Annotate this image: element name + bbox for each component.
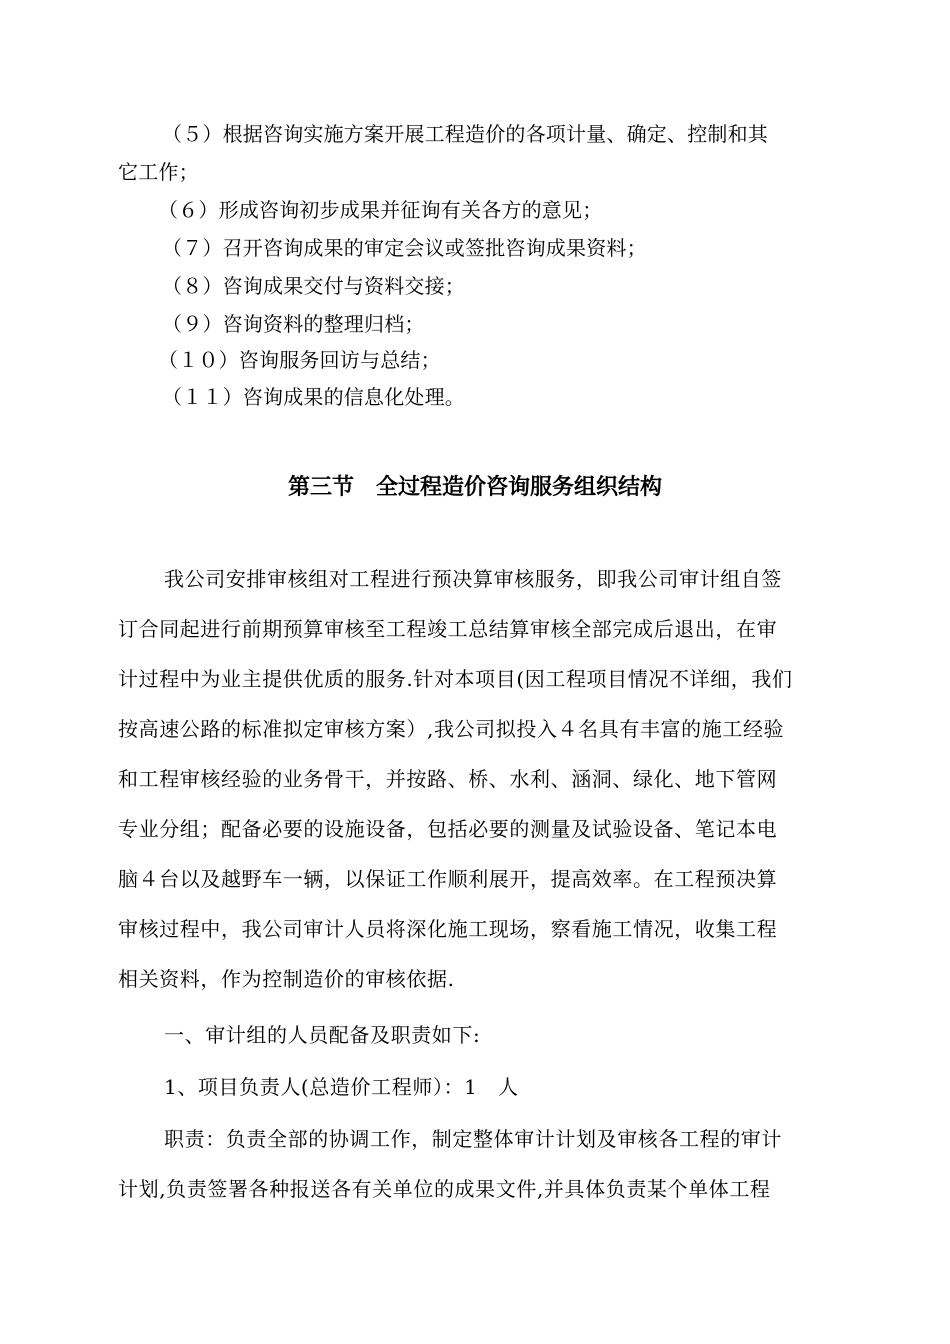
list-item-5-continued: 它工作；: [118, 160, 199, 184]
paragraph-line: 我公司安排审核组对工程进行预决算审核服务，即我公司审计组自签: [164, 567, 782, 591]
paragraph-line: 脑４台以及越野车一辆，以保证工作顺利展开，提高效率。在工程预决算: [118, 867, 778, 891]
paragraph-line: 按高速公路的标准拟定审核方案）,我公司拟投入４名具有丰富的施工经验: [118, 717, 785, 741]
list-item-9: （９）咨询资料的整理归档；: [162, 312, 425, 336]
duties-line: 职责：负责全部的协调工作，制定整体审计计划及审核各工程的审计: [164, 1127, 782, 1151]
list-item-11: （１１）咨询成果的信息化处理。: [162, 385, 465, 409]
staffing-heading: 一、审计组的人员配备及职责如下:: [164, 1023, 481, 1047]
list-item-6: （６）形成咨询初步成果并征询有关各方的意见；: [158, 198, 603, 222]
paragraph-line: 和工程审核经验的业务骨干，并按路、桥、水利、涵洞、绿化、地下管网: [118, 767, 778, 791]
paragraph-line: 专业分组；配备必要的设施设备，包括必要的测量及试验设备、笔记本电: [118, 817, 778, 841]
list-item-8: （８）咨询成果交付与资料交接；: [162, 274, 465, 298]
paragraph-line: 相关资料，作为控制造价的审核依据.: [118, 967, 455, 991]
paragraph-line: 计过程中为业主提供优质的服务.针对本项目(因工程项目情况不详细，我们: [118, 667, 793, 691]
project-leader-line: 1、项目负责人(总造价工程师）：1 人: [164, 1075, 519, 1099]
list-item-7: （７）召开咨询成果的审定会议或签批咨询成果资料；: [162, 236, 647, 260]
section-heading: 第三节 全过程造价咨询服务组织结构: [287, 474, 662, 500]
duties-line: 计划,负责签署各种报送各有关单位的成果文件,并具体负责某个单体工程: [118, 1177, 771, 1201]
paragraph-line: 订合同起进行前期预算审核至工程竣工总结算审核全部完成后退出，在审: [118, 617, 778, 641]
list-item-10: （１０）咨询服务回访与总结；: [158, 348, 441, 372]
paragraph-line: 审核过程中，我公司审计人员将深化施工现场，察看施工情况，收集工程: [118, 917, 778, 941]
list-item-5: （５）根据咨询实施方案开展工程造价的各项计量、确定、控制和其: [162, 122, 768, 146]
